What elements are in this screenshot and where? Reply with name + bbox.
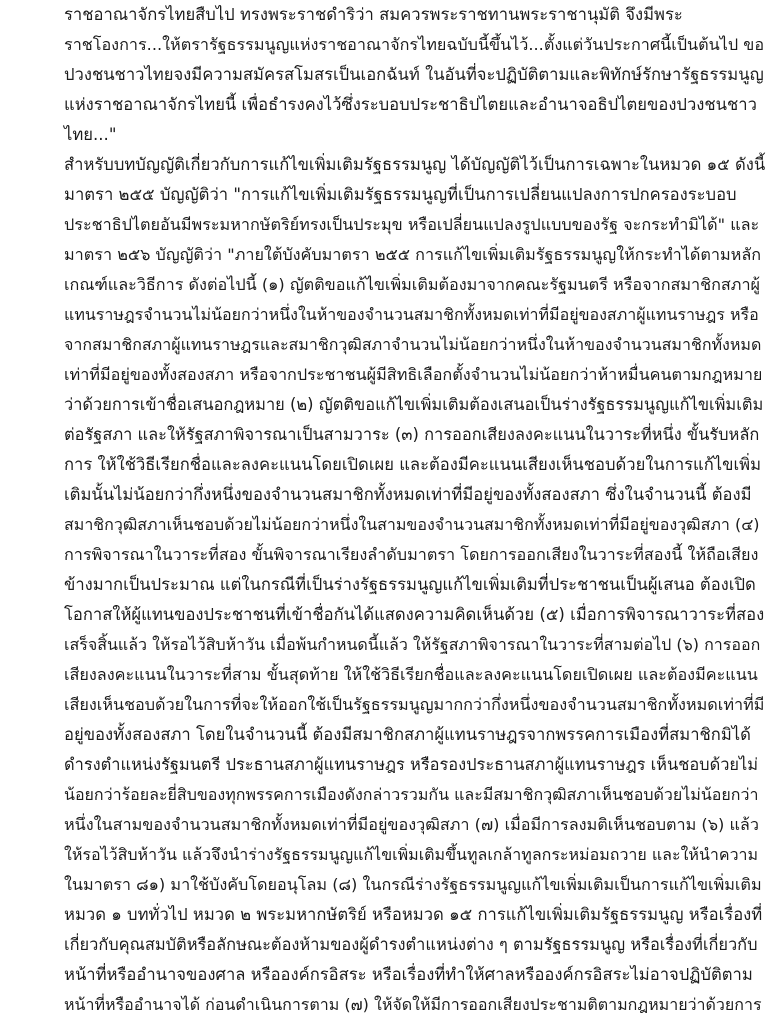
text-line: ว่าด้วยการเข้าชื่อเสนอกฎหมาย (๒) ญัตติขอแก้ไขเพิ่มเติมต้องเสนอเป็นร่างรัฐธรรมนูญแก้ไขเพิ่มเติม [64,395,764,414]
text-line: อยู่ของทั้งสองสภา โดยในจำนวนนี้ ต้องมีสมาชิกสภาผู้แทนราษฎรจากพรรคการเมืองที่สมาชิกมิได้ [64,725,751,744]
text-line: ประชาธิปไตยอันมีพระมหากษัตริย์ทรงเป็นประมุข หรือเปลี่ยนแปลงรูปแบบของรัฐ จะกระทำมิได้" และ [64,215,760,234]
text-line: หน้าที่หรืออำนาจของศาล หรือองค์กรอิสระ หรือเรื่องที่ทำให้ศาลหรือองค์กรอิสระไม่อาจปฏิบัติตาม [64,965,753,984]
text-line: ไทย..." [64,125,117,144]
text-line: เติมนั้นไม่น้อยกว่ากึ่งหนึ่งของจำนวนสมาชิกทั้งหมดเท่าที่มีอยู่ของทั้งสองสภา ซึ่งในจำนวนนี้ ต้องมี [64,485,752,504]
text-line: ข้างมากเป็นประมาณ แต่ในกรณีที่เป็นร่างรัฐธรรมนูญแก้ไขเพิ่มเติมที่ประชาชนเป็นผู้เสนอ ต้องเปิด [64,575,756,594]
text-line: มาตรา ๒๕๖ บัญญัติว่า "ภายใต้บังคับมาตรา ๒๕๕ การแก้ไขเพิ่มเติมรัฐธรรมนูญให้กระทำได้ตามหลัก [64,245,762,264]
text-line: ราชโองการ...ให้ตรารัฐธรรมนูญแห่งราชอาณาจักรไทยฉบับนี้ขึ้นไว้...ตั้งแต่วันประกาศนี้เป็นต้นไป ขอ [64,35,765,54]
text-line: เกณฑ์และวิธีการ ดังต่อไปนี้ (๑) ญัตติขอแก้ไขเพิ่มเติมต้องมาจากคณะรัฐมนตรี หรือจากสมาชิกสภาผู้ [64,275,761,294]
text-line: แห่งราชอาณาจักรไทยนี้ เพื่อธำรงคงไว้ซึ่งระบอบประชาธิปไตยและอำนาจอธิปไตยของปวงชนชาว [64,95,757,114]
text-line: หนึ่งในสามของจำนวนสมาชิกทั้งหมดเท่าที่มีอยู่ของวุฒิสภา (๗) เมื่อมีการลงมติเห็นชอบตาม (๖) แล้ว [64,815,759,834]
text-line: เท่าที่มีอยู่ของทั้งสองสภา หรือจากประชาชนผู้มีสิทธิเลือกตั้งจำนวนไม่น้อยกว่าห้าหมื่นคนตามกฎหมาย [64,365,763,384]
text-line: เสร็จสิ้นแล้ว ให้รอไว้สิบห้าวัน เมื่อพ้นกำหนดนี้แล้ว ให้รัฐสภาพิจารณาในวาระที่สามต่อไป (๖) การออก [64,635,761,654]
text-line: ต่อรัฐสภา และให้รัฐสภาพิจารณาเป็นสามวาระ (๓) การออกเสียงลงคะแนนในวาระที่หนึ่ง ขั้นรับหลัก [64,425,760,444]
text-line: มาตรา ๒๕๕ บัญญัติว่า "การแก้ไขเพิ่มเติมรัฐธรรมนูญที่เป็นการเปลี่ยนแปลงการปกครองระบอบ [64,185,737,204]
text-line: เกี่ยวกับคุณสมบัติหรือลักษณะต้องห้ามของผู้ดำรงตำแหน่งต่าง ๆ ตามรัฐธรรมนูญ หรือเรื่องที่เกี่ยวกับ [64,935,758,954]
text-line: แทนราษฎรจำนวนไม่น้อยกว่าหนึ่งในห้าของจำนวนสมาชิกทั้งหมดเท่าที่มีอยู่ของสภาผู้แทนราษฎร หรือ [64,305,759,324]
text-line: ให้รอไว้สิบห้าวัน แล้วจึงนำร่างรัฐธรรมนูญแก้ไขเพิ่มเติมขึ้นทูลเกล้าทูลกระหม่อมถวาย และให้นำความ [64,845,759,864]
text-line: ปวงชนชาวไทยจงมีความสมัครสโมสรเป็นเอกฉันท์ ในอันที่จะปฏิบัติตามและพิทักษ์รักษารัฐธรรมนูญ [64,65,764,84]
text-line: สำหรับบทบัญญัติเกี่ยวกับการแก้ไขเพิ่มเติมรัฐธรรมนูญ ได้บัญญัติไว้เป็นการเฉพาะในหมวด ๑๕ ดังนี้ [64,155,766,174]
text-line: จากสมาชิกสภาผู้แทนราษฎรและสมาชิกวุฒิสภาจำนวนไม่น้อยกว่าหนึ่งในห้าของจำนวนสมาชิกทั้งหมด [64,335,762,354]
text-line: หน้าที่หรืออำนาจได้ ก่อนดำเนินการตาม (๗) ให้จัดให้มีการออกเสียงประชามติตามกฎหมายว่าด้วยการ [64,995,762,1014]
text-line: เสียงลงคะแนนในวาระที่สาม ขั้นสุดท้าย ให้ใช้วิธีเรียกชื่อและลงคะแนนโดยเปิดเผย และต้องมีคะแนน [64,665,758,684]
text-line: หมวด ๑ บททั่วไป หมวด ๒ พระมหากษัตริย์ หรือหมวด ๑๕ การแก้ไขเพิ่มเติมรัฐธรรมนูญ หรือเรื่องที่ [64,905,763,924]
text-line: น้อยกว่าร้อยละยี่สิบของทุกพรรคการเมืองดังกล่าวรวมกัน และมีสมาชิกวุฒิสภาเห็นชอบด้วยไม่น้อยกว่า [64,785,759,804]
text-line: สมาชิกวุฒิสภาเห็นชอบด้วยไม่น้อยกว่าหนึ่งในสามของจำนวนสมาชิกทั้งหมดเท่าที่มีอยู่ของวุฒิสภา (๔) [64,515,760,534]
text-line: ดำรงตำแหน่งรัฐมนตรี ประธานสภาผู้แทนราษฎร หรือรองประธานสภาผู้แทนราษฎร เห็นชอบด้วยไม่ [64,755,759,774]
text-line: โอกาสให้ผู้แทนของประชาชนที่เข้าชื่อกันได้แสดงความคิดเห็นด้วย (๕) เมื่อการพิจารณาวาระที่สอง [64,605,765,624]
text-line: เสียงเห็นชอบด้วยในการที่จะให้ออกใช้เป็นรัฐธรรมนูญมากกว่ากึ่งหนึ่งของจำนวนสมาชิกทั้งหมดเท่าที่มี [64,695,765,714]
text-line: การพิจารณาในวาระที่สอง ขั้นพิจารณาเรียงลำดับมาตรา โดยการออกเสียงในวาระที่สองนี้ ให้ถือเสียง [64,545,759,564]
text-line: ในมาตรา ๘๑) มาใช้บังคับโดยอนุโลม (๘) ในกรณีร่างรัฐธรรมนูญแก้ไขเพิ่มเติมเป็นการแก้ไขเพิ่มเติม [64,875,762,894]
text-line: การ ให้ใช้วิธีเรียกชื่อและลงคะแนนโดยเปิดเผย และต้องมีคะแนนเสียงเห็นชอบด้วยในการแก้ไขเพิ่ม [64,455,762,474]
text-line: ราชอาณาจักรไทยสืบไป ทรงพระราชดำริว่า สมควรพระราชทานพระราชานุมัติ จึงมีพระ [64,5,683,24]
